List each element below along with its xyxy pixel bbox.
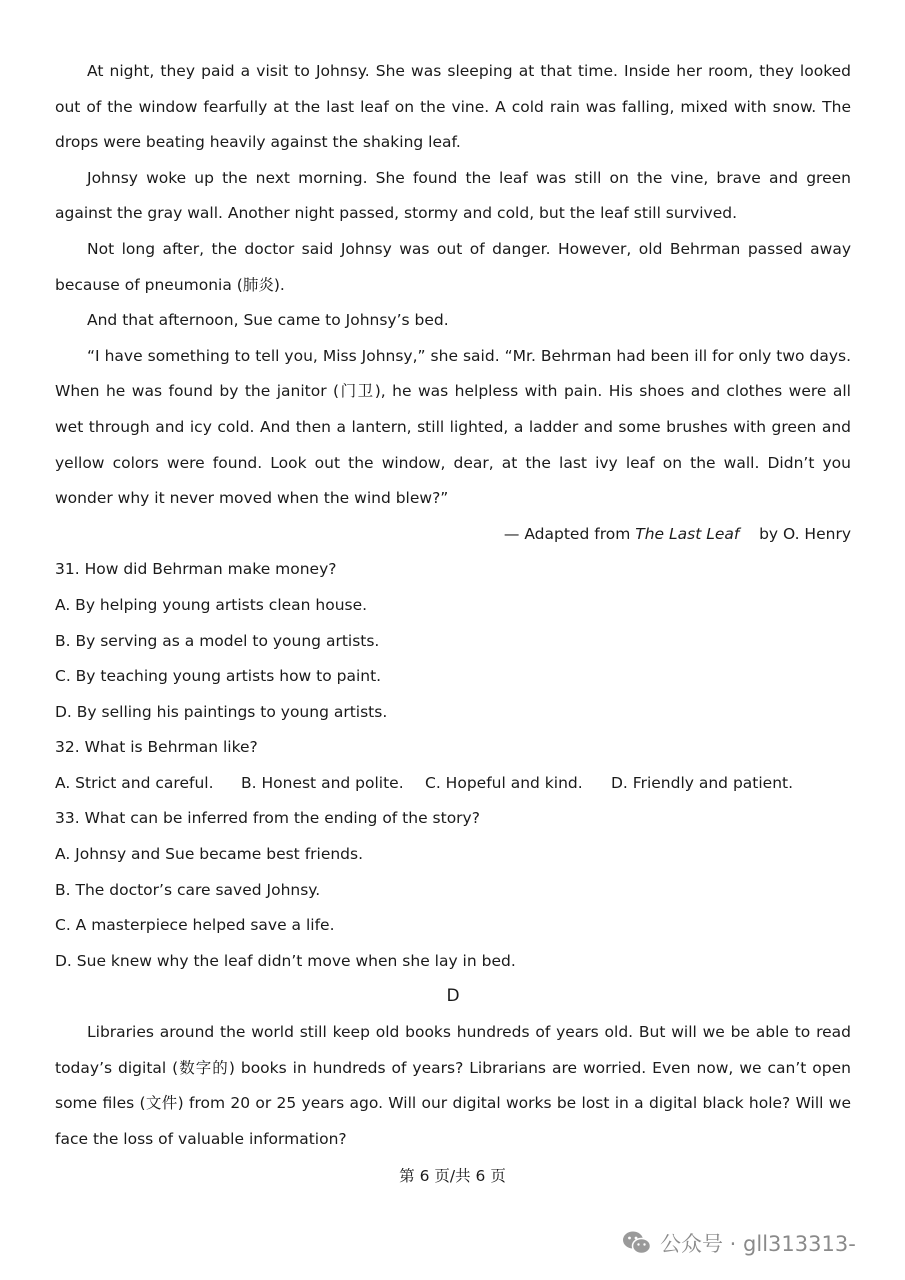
question-32-stem: 32. What is Behrman like? — [55, 738, 258, 757]
question-33-stem: 33. What can be inferred from the ending of the story? — [55, 809, 480, 828]
attribution — [55, 517, 851, 553]
attribution-suffix: by O. Henry — [759, 524, 851, 543]
question-32-option-b: B. Honest and polite. — [241, 773, 404, 792]
question-31-option-a: A. By helping young artists clean house. — [55, 595, 368, 614]
question-32-option-d: D. Friendly and patient. — [611, 773, 794, 792]
question-33-option-a: A. Johnsy and Sue became best friends. — [55, 845, 364, 864]
question-32-options — [55, 766, 851, 802]
story-paragraph-5: “I have something to tell you, Miss Johnsy,” she said. “Mr. Behrman had been ill for only two days. When he was found by the janitor (门卫), he was helpless with pain. His shoes and clothes were all wet through and icy cold. And then a lantern, still lighted, a ladder and some brushes with green and yellow colors were found. Look out the window, dear, at the last ivy leaf on the wall. Didn’t you wonder why it never moved when the wind blew?” — [55, 346, 851, 508]
question-32-option-a: A. Strict and careful. — [55, 773, 214, 792]
section-d-heading: D — [446, 986, 460, 1007]
question-31-option-c: C. By teaching young artists how to paint. — [55, 667, 382, 686]
story-paragraph-2: Johnsy woke up the next morning. She found the leaf was still on the vine, brave and green against the gray wall. Another night passed, stormy and cold, but the leaf still survived. — [55, 168, 851, 223]
question-33-option-b: B. The doctor’s care saved Johnsy. — [55, 880, 321, 899]
watermark — [622, 1228, 856, 1258]
question-33-option-d: D. Sue knew why the leaf didn’t move when she lay in bed. — [55, 951, 516, 970]
attribution-prefix: — Adapted from — [503, 524, 636, 543]
question-33-option-c: C. A masterpiece helped save a life. — [55, 916, 335, 935]
story-paragraph-4: And that afternoon, Sue came to Johnsy’s bed. — [87, 311, 449, 330]
page-footer: 第 6 页/共 6 页 — [399, 1167, 506, 1185]
question-31-option-d: D. By selling his paintings to young artists. — [55, 702, 388, 721]
wechat-icon — [622, 1230, 652, 1256]
watermark-text: 公众号 · gll313313- — [660, 1232, 856, 1256]
section-d-paragraph: Libraries around the world still keep old books hundreds of years old. But will we be able to read today’s digital (数字的) books in hundreds of years? Librarians are worried. Even now, we can’t open some files (文件) from 20 or 25 years ago. Will our digital works be lost in a digital black hole? Will we face the loss of valuable information? — [55, 1023, 851, 1148]
story-paragraph-3: Not long after, the doctor said Johnsy was out of danger. However, old Behrman passed away because of pneumonia (肺炎). — [55, 239, 851, 294]
document-page — [55, 54, 851, 1157]
attribution-title: The Last Leaf — [635, 524, 740, 543]
question-31-stem: 31. How did Behrman make money? — [55, 560, 337, 579]
story-paragraph-1: At night, they paid a visit to Johnsy. She was sleeping at that time. Inside her room, they looked out of the window fearfully at the last leaf on the vine. A cold rain was falling, mixed with snow. The drops were beating heavily against the shaking leaf. — [55, 62, 851, 152]
question-31-option-b: B. By serving as a model to young artists. — [55, 631, 380, 650]
question-32-option-c: C. Hopeful and kind. — [425, 773, 583, 792]
